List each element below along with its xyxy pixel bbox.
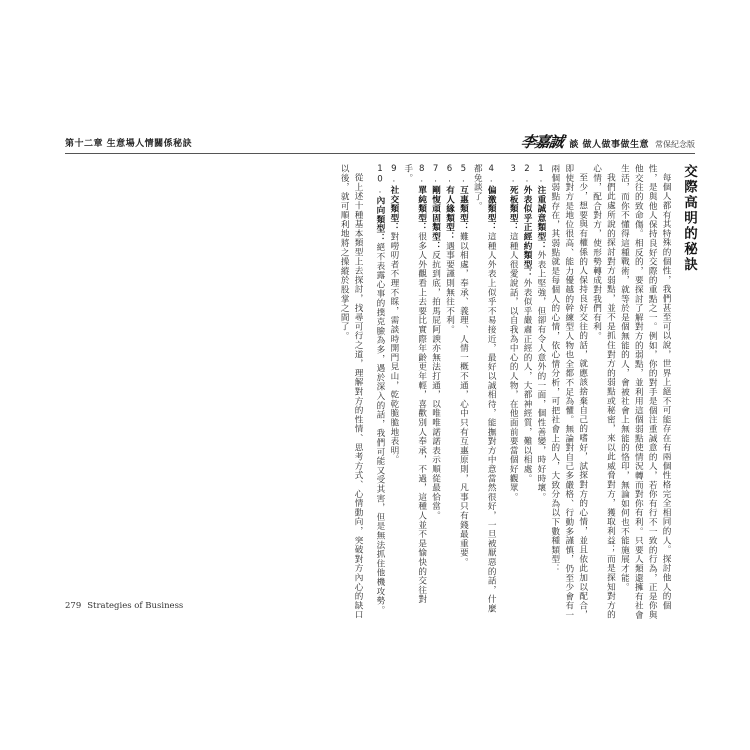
list-item: 6.有人緣類型：遇事要謹則無往不利。	[444, 164, 455, 335]
vertical-text-body	[55, 164, 695, 620]
book-title: 談 做人做事做生意	[569, 140, 649, 150]
list-item: 2.外表似乎正經約類型：外表似乎嚴肅正經的人，大都神經質，難以相處。	[522, 164, 533, 484]
book-header	[521, 131, 695, 152]
type-list-2	[372, 164, 497, 620]
page-footer	[65, 601, 183, 611]
list-item: 1.注重誠意類型：外表上堅強，但卻有令人意外的一面，個性善變，時好時壞。	[535, 164, 546, 502]
paragraph-1: 每個人都有其特殊的個性，我們甚至可以說，世界上絕不可能存在有兩個性格完全相同的人。探討他人的個性，是與他人保持良好交際的重點之一。例如，你的對手是個注重誠意的人，若你有行不一致的行為，正是你與他交往的致命傷。相反的，要探討了解對方的弱點，並利用這個弱點使情況轉而對你有利。只要人類還擁有社會生活，而你不懂得這種戰術，就等於是個無能的人，會被社會上無能的恪印，無論如何也不能施展才能。	[619, 164, 672, 620]
edition-label: 常保紀念版	[655, 140, 695, 149]
page-number: 279	[65, 601, 82, 611]
list-item: 3.死板類型：這種人很愛說話，以自我為中心的人物，在他面前要當個好觀眾。	[508, 164, 519, 502]
list-item: 4.偏激類型：這種人外表上似乎不易接近，最好以誠相待，能撫對方中意當然很好，一旦被厭惡的話，什麼都免談了。	[472, 164, 497, 614]
list-item: 10.內向類型：絕不表露心事的撲克臉為多，遇於深入的話，我們可能又受其害，但是無法抓住他機攻勢。	[374, 164, 385, 615]
paragraph-4: 從上述十種基本類型上去探討，找尋可行之道，理解對方的性情、思考方式、心情動向，突破對方內心的缺口以後，就可順利地將之操縱於股掌之間了。	[339, 164, 364, 619]
chapter-header: 第十二章 生意場人情關係秘訣	[65, 139, 193, 149]
list-item: 5.互惠類型：難以相處，奉承、義理、人情一概不通，心中只有互惠原則，凡事只有錢最重要。	[458, 164, 469, 567]
type-list-1	[505, 164, 547, 620]
paragraph-2: 我們此處所說的探討對方弱點，並不是抓住對方的弱點或秘密，來以此威脅對方，獲取利益；而是探知對方的心情，配合對方，使形勢轉成對我們有利。	[591, 164, 616, 619]
list-item: 9.社交類型：對嘮叨者不理不睬，需談時開門見山，乾乾脆脆地表明。	[388, 164, 399, 465]
section-title: 交際高明的秘訣	[681, 164, 697, 273]
header-divider	[65, 153, 695, 154]
list-item: 7.剛愎頑固類型：反抗到底，拍馬屁阿諛亦無法打通，以唯唯諾諾表示順從最恰當。	[430, 164, 441, 521]
author-signature: 李嘉誠	[520, 133, 565, 151]
paragraph-3: 至少，想要與有權係的人保持良好交往的話，就應該捨棄自己的嗜好，試探對方的心情，並且依此加以配合，即使對方是地位很高、能力優越的幹練型人物也全都不足為懼。無論對自己多嚴格、行動多謹慎，仍至少會有一兩個弱點存在，其弱點就是每個人的心情，依心情分析，可把社會上的人，大致分為以下數種類型：	[549, 164, 588, 620]
list-item: 8.單純類型：很多人外觀看上去要比實際年齡更年輕，喜歡別人奉承，不過，這種人並不是愉快的交往對手。	[402, 164, 427, 604]
series-title: Strategies of Business	[87, 601, 184, 611]
